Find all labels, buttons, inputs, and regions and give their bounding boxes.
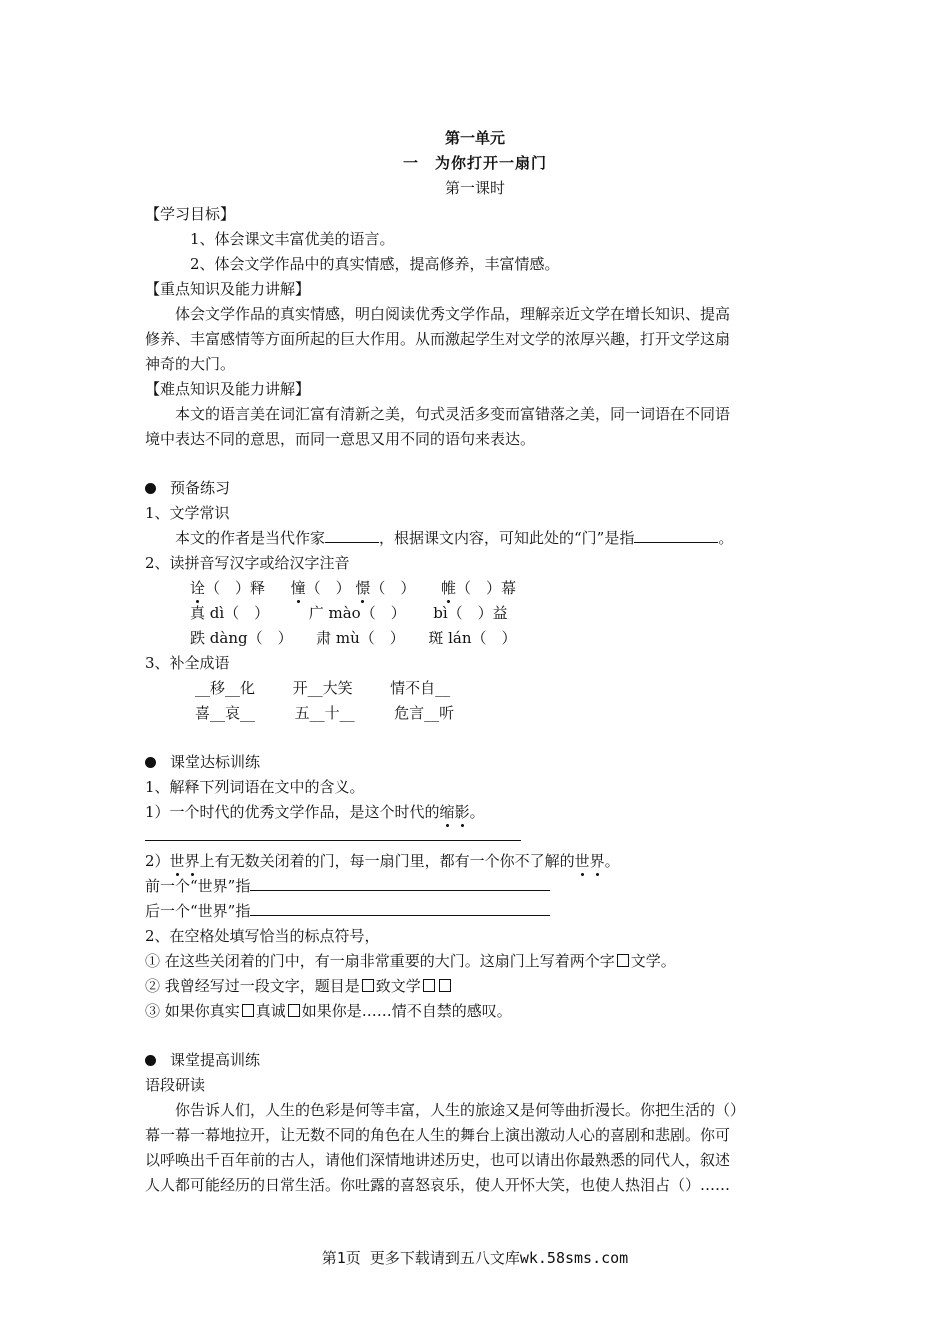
reading-line: 人人都可能经历的日常生活。你吐露的喜怒哀乐，使人开怀大笑，也使人热泪占（）…… (145, 1176, 731, 1194)
difficult-points-line: 境中表达不同的意思，而同一意思又用不同的语句来表达。 (145, 430, 536, 448)
reading-line: 以呼唤出千百年前的古人，请他们深情地讲述历史，也可以请出你最熟悉的同代人，叙述 (145, 1151, 731, 1169)
punct-item: ③ 如果你真实 真诚 如果你是……情不自禁的感叹。 (145, 1002, 512, 1020)
answer-blank[interactable] (250, 876, 550, 891)
punct-box[interactable] (362, 979, 374, 992)
pinyin-row: 真 dì（ ） 广 mào（ ） bì（ ）益 (190, 604, 508, 622)
punct-item: ① 在这些关闭着的门中，有一扇非常重要的大门。这扇门上写着两个字 文学。 (145, 952, 676, 970)
answer-blank[interactable] (325, 528, 379, 543)
class-q1: 1、解释下列词语在文中的含义。 (145, 778, 365, 796)
objective-item: 1、体会课文丰富优美的语言。 (190, 230, 395, 248)
second-world-line: 后一个“世界”指 (145, 901, 550, 921)
bullet-icon (145, 1055, 156, 1066)
advanced-heading: 课堂提高训练 (145, 1050, 260, 1070)
prep-q1-title: 1、文学常识 (145, 504, 230, 522)
punct-box[interactable] (423, 979, 435, 992)
bullet-icon (145, 757, 156, 768)
idiom-row: __移__化 开__大笑 情不自__ (195, 679, 451, 697)
prep-q2-title: 2、读拼音写汉字或给汉字注音 (145, 554, 350, 572)
punct-box[interactable] (617, 954, 629, 967)
answer-blank[interactable] (250, 901, 550, 916)
pinyin-row: 诠（ ）释 憧（ ） 憬（ ） 帷（ ）幕 (190, 579, 517, 597)
objectives-heading: 【学习目标】 (145, 205, 236, 223)
first-world-line: 前一个“世界”指 (145, 876, 550, 896)
page-footer: 第1页 更多下载请到五八文库wk.58sms.com (321, 1249, 629, 1267)
class-q2: 2、在空格处填写恰当的标点符号， (145, 927, 380, 945)
difficult-points-line: 本文的语言美在词汇富有清新之美，句式灵活多变而富错落之美，同一词语在不同语 (175, 405, 731, 423)
key-points-heading: 【重点知识及能力讲解】 (145, 280, 311, 298)
reading-line: 幕一幕一幕地拉开，让无数不同的角色在人生的舞台上演出激动人心的喜剧和悲剧。你可 (145, 1126, 731, 1144)
class-s2: 2）世界上有无数关闭着的门，每一扇门里，都有一个你不了解的世界。 (145, 852, 620, 870)
reading-line: 你告诉人们，人生的色彩是何等丰富，人生的旅途又是何等曲折漫长。你把生活的（） (175, 1101, 746, 1119)
difficult-points-heading: 【难点知识及能力讲解】 (145, 380, 311, 398)
punct-box[interactable] (242, 1004, 254, 1017)
prep-heading: 预备练习 (145, 478, 230, 498)
prep-q3-title: 3、补全成语 (145, 654, 230, 672)
objective-item: 2、体会文学作品中的真实情感，提高修养，丰富情感。 (190, 255, 560, 273)
answer-blank[interactable] (634, 528, 718, 543)
period-title: 第一课时 (444, 179, 505, 197)
answer-line[interactable] (145, 840, 521, 841)
key-points-line: 神奇的大门。 (145, 355, 236, 373)
prep-q1-text: 本文的作者是当代作家 ，根据课文内容，可知此处的“门”是指 。 (175, 529, 734, 547)
advanced-sub: 语段研读 (145, 1076, 206, 1094)
punct-box[interactable] (288, 1004, 300, 1017)
key-points-line: 修养、丰富感情等方面所起的巨大作用。从而激起学生对文学的浓厚兴趣，打开文学这扇 (145, 330, 731, 348)
key-points-line: 体会文学作品的真实情感，明白阅读优秀文学作品，理解亲近文学在增长知识、提高 (175, 305, 731, 323)
class-s1: 1）一个时代的优秀文学作品，是这个时代的缩影。 (145, 803, 485, 821)
unit-title: 第一单元 (444, 129, 505, 147)
punct-item: ② 我曾经写过一段文字，题目是 致文学 (145, 976, 453, 996)
idiom-row: 喜__哀__ 五__十__ 危言__听 (195, 704, 455, 722)
pinyin-row: 跌 dàng（ ） 肃 mù（ ） 斑 lán（ ） (190, 629, 517, 647)
class-training-heading: 课堂达标训练 (145, 752, 260, 772)
lesson-title: 一 为你打开一扇门 (402, 154, 547, 172)
bullet-icon (145, 483, 156, 494)
punct-box[interactable] (439, 979, 451, 992)
